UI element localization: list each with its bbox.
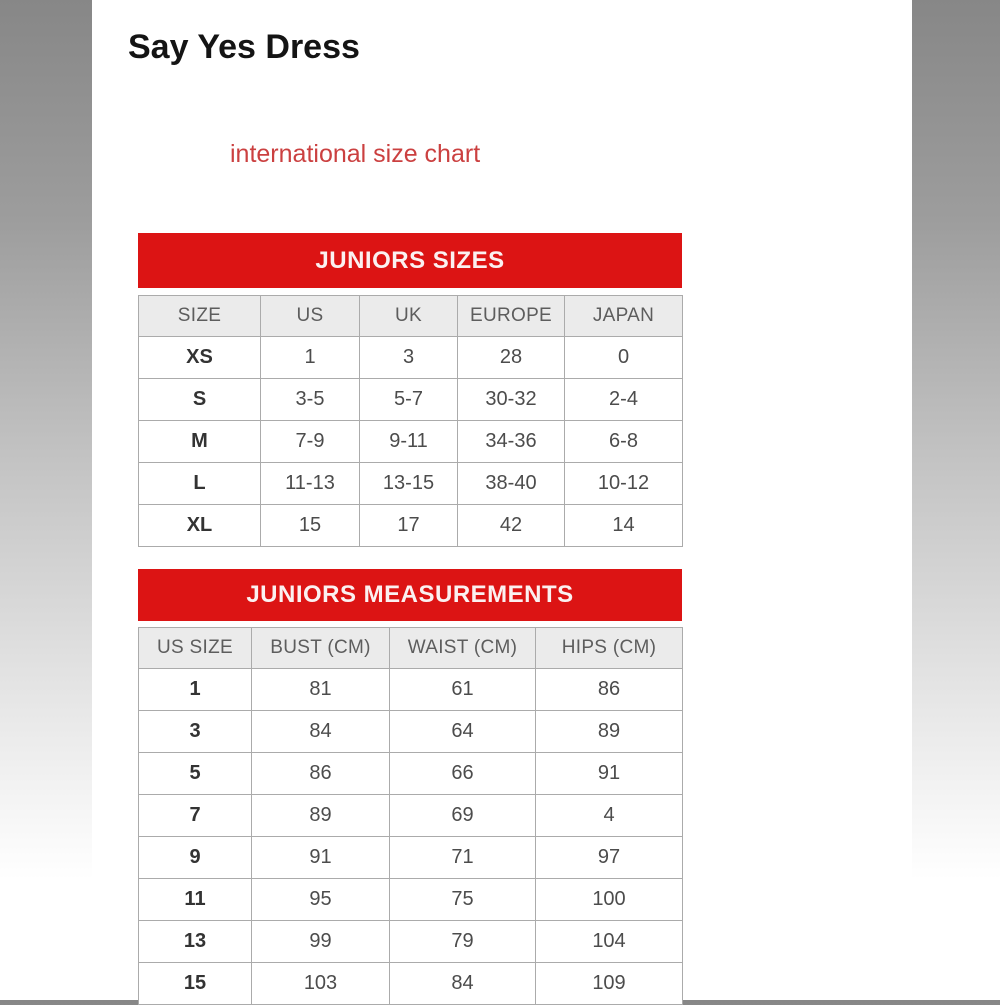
size-label-cell: 3 bbox=[139, 711, 252, 753]
value-cell: 34-36 bbox=[458, 421, 565, 463]
value-cell: 4 bbox=[536, 795, 683, 837]
juniors-sizes-banner bbox=[138, 233, 682, 288]
value-cell: 104 bbox=[536, 921, 683, 963]
value-cell: 75 bbox=[390, 879, 536, 921]
table-row bbox=[139, 795, 683, 837]
table-row bbox=[139, 837, 683, 879]
value-cell: 10-12 bbox=[565, 463, 683, 505]
juniors-sizes-table-body bbox=[139, 337, 683, 547]
value-cell: 38-40 bbox=[458, 463, 565, 505]
table-row bbox=[139, 711, 683, 753]
column-header: EUROPE bbox=[458, 296, 565, 337]
size-label-cell: 5 bbox=[139, 753, 252, 795]
value-cell: 64 bbox=[390, 711, 536, 753]
table-row bbox=[139, 753, 683, 795]
value-cell: 89 bbox=[536, 711, 683, 753]
value-cell: 109 bbox=[536, 963, 683, 1005]
value-cell: 91 bbox=[252, 837, 390, 879]
value-cell: 100 bbox=[536, 879, 683, 921]
size-label-cell: M bbox=[139, 421, 261, 463]
size-label-cell: 15 bbox=[139, 963, 252, 1005]
table-row bbox=[139, 921, 683, 963]
table-row bbox=[139, 963, 683, 1005]
juniors-measurements-banner-label: JUNIORS MEASUREMENTS bbox=[246, 581, 574, 608]
size-label-cell: 1 bbox=[139, 669, 252, 711]
size-label-cell: L bbox=[139, 463, 261, 505]
column-header: WAIST (CM) bbox=[390, 628, 536, 669]
value-cell: 15 bbox=[261, 505, 360, 547]
table-row bbox=[139, 879, 683, 921]
value-cell: 0 bbox=[565, 337, 683, 379]
value-cell: 103 bbox=[252, 963, 390, 1005]
value-cell: 6-8 bbox=[565, 421, 683, 463]
column-header: SIZE bbox=[139, 296, 261, 337]
juniors-sizes-table bbox=[138, 295, 683, 547]
value-cell: 81 bbox=[252, 669, 390, 711]
value-cell: 86 bbox=[536, 669, 683, 711]
column-header: US SIZE bbox=[139, 628, 252, 669]
value-cell: 42 bbox=[458, 505, 565, 547]
value-cell: 28 bbox=[458, 337, 565, 379]
column-header: BUST (CM) bbox=[252, 628, 390, 669]
size-label-cell: 9 bbox=[139, 837, 252, 879]
value-cell: 14 bbox=[565, 505, 683, 547]
value-cell: 99 bbox=[252, 921, 390, 963]
value-cell: 91 bbox=[536, 753, 683, 795]
header-row bbox=[139, 628, 683, 669]
table-row bbox=[139, 379, 683, 421]
value-cell: 66 bbox=[390, 753, 536, 795]
juniors-measurements-table-head bbox=[139, 628, 683, 669]
value-cell: 3-5 bbox=[261, 379, 360, 421]
value-cell: 84 bbox=[252, 711, 390, 753]
value-cell: 61 bbox=[390, 669, 536, 711]
size-label-cell: XS bbox=[139, 337, 261, 379]
page-title: Say Yes Dress bbox=[128, 28, 360, 66]
size-label-cell: 13 bbox=[139, 921, 252, 963]
juniors-measurements-table-body bbox=[139, 669, 683, 1005]
value-cell: 69 bbox=[390, 795, 536, 837]
juniors-sizes-table-container bbox=[138, 295, 682, 547]
juniors-measurements-table-container bbox=[138, 627, 682, 1005]
table-row bbox=[139, 337, 683, 379]
column-header: UK bbox=[360, 296, 458, 337]
column-header: JAPAN bbox=[565, 296, 683, 337]
size-label-cell: XL bbox=[139, 505, 261, 547]
value-cell: 7-9 bbox=[261, 421, 360, 463]
value-cell: 79 bbox=[390, 921, 536, 963]
value-cell: 3 bbox=[360, 337, 458, 379]
value-cell: 13-15 bbox=[360, 463, 458, 505]
value-cell: 95 bbox=[252, 879, 390, 921]
value-cell: 97 bbox=[536, 837, 683, 879]
value-cell: 1 bbox=[261, 337, 360, 379]
size-label-cell: S bbox=[139, 379, 261, 421]
column-header: US bbox=[261, 296, 360, 337]
value-cell: 71 bbox=[390, 837, 536, 879]
size-label-cell: 11 bbox=[139, 879, 252, 921]
table-row bbox=[139, 505, 683, 547]
value-cell: 2-4 bbox=[565, 379, 683, 421]
juniors-sizes-banner-label: JUNIORS SIZES bbox=[315, 246, 505, 274]
table-row bbox=[139, 669, 683, 711]
value-cell: 84 bbox=[390, 963, 536, 1005]
column-header: HIPS (CM) bbox=[536, 628, 683, 669]
value-cell: 11-13 bbox=[261, 463, 360, 505]
header-row bbox=[139, 296, 683, 337]
value-cell: 5-7 bbox=[360, 379, 458, 421]
table-row bbox=[139, 421, 683, 463]
juniors-measurements-banner bbox=[138, 569, 682, 621]
value-cell: 86 bbox=[252, 753, 390, 795]
size-label-cell: 7 bbox=[139, 795, 252, 837]
juniors-measurements-table bbox=[138, 627, 683, 1005]
chart-subtitle: international size chart bbox=[230, 140, 481, 168]
value-cell: 89 bbox=[252, 795, 390, 837]
juniors-sizes-table-head bbox=[139, 296, 683, 337]
value-cell: 30-32 bbox=[458, 379, 565, 421]
value-cell: 17 bbox=[360, 505, 458, 547]
value-cell: 9-11 bbox=[360, 421, 458, 463]
table-row bbox=[139, 463, 683, 505]
